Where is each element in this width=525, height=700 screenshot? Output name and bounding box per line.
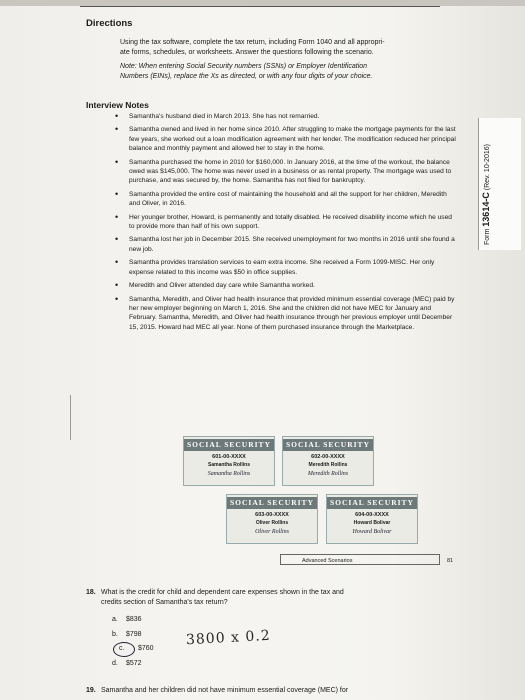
option-c-letter: c. (119, 645, 125, 652)
note-item: • Samantha provided the entire cost of maintaining the household and all the support for her children, Meredith and Oliver, in 2016. (115, 190, 457, 209)
note-item: • Samantha purchased the home in 2010 for $160,000. In January 2016, at the time of the workout, the balance owed was $145,000. The home was never used in a business or as rental property. The mortgage was used to purchase, and was secured by, the home. Samantha has not filed for bankruptcy. (115, 158, 457, 186)
option-d-value: $572 (126, 660, 142, 667)
card-ssn-number: 601-00-XXXX (212, 454, 246, 460)
option-a-value: $836 (126, 616, 142, 623)
card-band-text: SOCIAL SECURITY (230, 498, 314, 507)
card-ssn-number: 603-00-XXXX (255, 512, 289, 518)
card-signature: Samantha Rollins (207, 471, 251, 477)
question-19-text: Samantha and her children did not have minimum essential coverage (MEC) for (101, 687, 349, 694)
card-signature: Howard Bolivar (352, 529, 392, 535)
card-holder-name: Samantha Rollins (208, 462, 250, 468)
note-item: • Samantha owned and lived in her home since 2010. After struggling to make the mortgage payments for the last few years, she worked out a loan modification agreement with her lender. The modification reduced her principal balance and monthly payment and allowed her to stay in the home. (115, 125, 457, 153)
answer-circle-mark (113, 642, 135, 657)
question-19-number: 19. (86, 687, 96, 694)
card-holder-name: Meredith Rollins (308, 462, 348, 468)
directions-heading: Directions (86, 18, 133, 29)
option-b-value: $798 (126, 631, 142, 638)
directions-note-line-2: Numbers (EINs), replace the Xs as directed, or with any four digits of your choice. (120, 73, 373, 80)
ssn-card (326, 494, 418, 544)
form-word: Form (484, 228, 491, 245)
card-holder-name: Oliver Rollins (255, 520, 289, 526)
directions-note-line-1: Note: When entering Social Security numbers (SSNs) or Employer Identification (120, 63, 368, 70)
interview-notes-list (115, 112, 457, 336)
form-number-label (481, 144, 491, 245)
ssn-card (282, 436, 374, 486)
card-signature: Oliver Rollins (255, 529, 289, 535)
option-d-letter: d. (112, 660, 118, 667)
footer-section-label: Advanced Scenarios (302, 558, 353, 564)
form-number: 13614-C (481, 192, 491, 227)
margin-mark (70, 395, 71, 440)
footer-page-number: 81 (447, 558, 454, 564)
card-band-text: SOCIAL SECURITY (286, 440, 370, 449)
card-band-text: SOCIAL SECURITY (330, 498, 414, 507)
note-item: • Samantha lost her job in December 2015. She received unemployment for two months in 2016 until she found a new job. (115, 235, 457, 254)
ssn-card (183, 436, 275, 486)
note-item: • Samantha, Meredith, and Oliver had health insurance that provided minimum essential coverage (MEC) paid by her new employer beginning on March 1, 2016. She and the children did not have MEC for January and February. Samantha, Meredith, and Oliver had health insurance through her previous employer until December 15, 2015. Howard had MEC all year. None of them purchased insurance through the Marketplace. (115, 295, 457, 333)
card-ssn-number: 604-00-XXXX (355, 512, 389, 518)
card-holder-name: Howard Bolivar (353, 520, 391, 526)
question-18-number: 18. (86, 589, 96, 596)
handwritten-calculation: 3800 x 0.2 (185, 627, 272, 649)
option-a-letter: a. (112, 616, 118, 623)
form-revision: (Rev. 10-2016) (484, 144, 491, 191)
card-signature: Meredith Rollins (307, 471, 349, 477)
card-band-text: SOCIAL SECURITY (187, 440, 271, 449)
card-ssn-number: 602-00-XXXX (311, 454, 345, 460)
option-b-letter: b. (112, 631, 118, 638)
header-rule (80, 6, 440, 7)
ssn-card (226, 494, 318, 544)
note-item: • Her younger brother, Howard, is permanently and totally disabled. He received disability income which he used to provide more than half of his own support. (115, 213, 457, 232)
question-18-text-line-1: What is the credit for child and dependent care expenses shown in the tax and (101, 589, 344, 596)
directions-text-line-1: Using the tax software, complete the tax return, including Form 1040 and all appropri- (120, 39, 385, 46)
note-item: • Meredith and Oliver attended day care while Samantha worked. (115, 281, 457, 290)
interview-notes-heading: Interview Notes (86, 100, 149, 110)
note-item: • Samantha's husband died in March 2013. She has not remarried. (115, 112, 457, 121)
option-c-value: $760 (138, 645, 154, 652)
directions-text-line-2: ate forms, schedules, or worksheets. Answer the questions following the scenario. (120, 49, 374, 56)
question-18-text-line-2: credits section of Samantha's tax return? (101, 599, 228, 606)
note-item: • Samantha provides translation services to earn extra income. She received a Form 1099-MISC. Her only expense related to this income was $50 in office supplies. (115, 258, 457, 277)
